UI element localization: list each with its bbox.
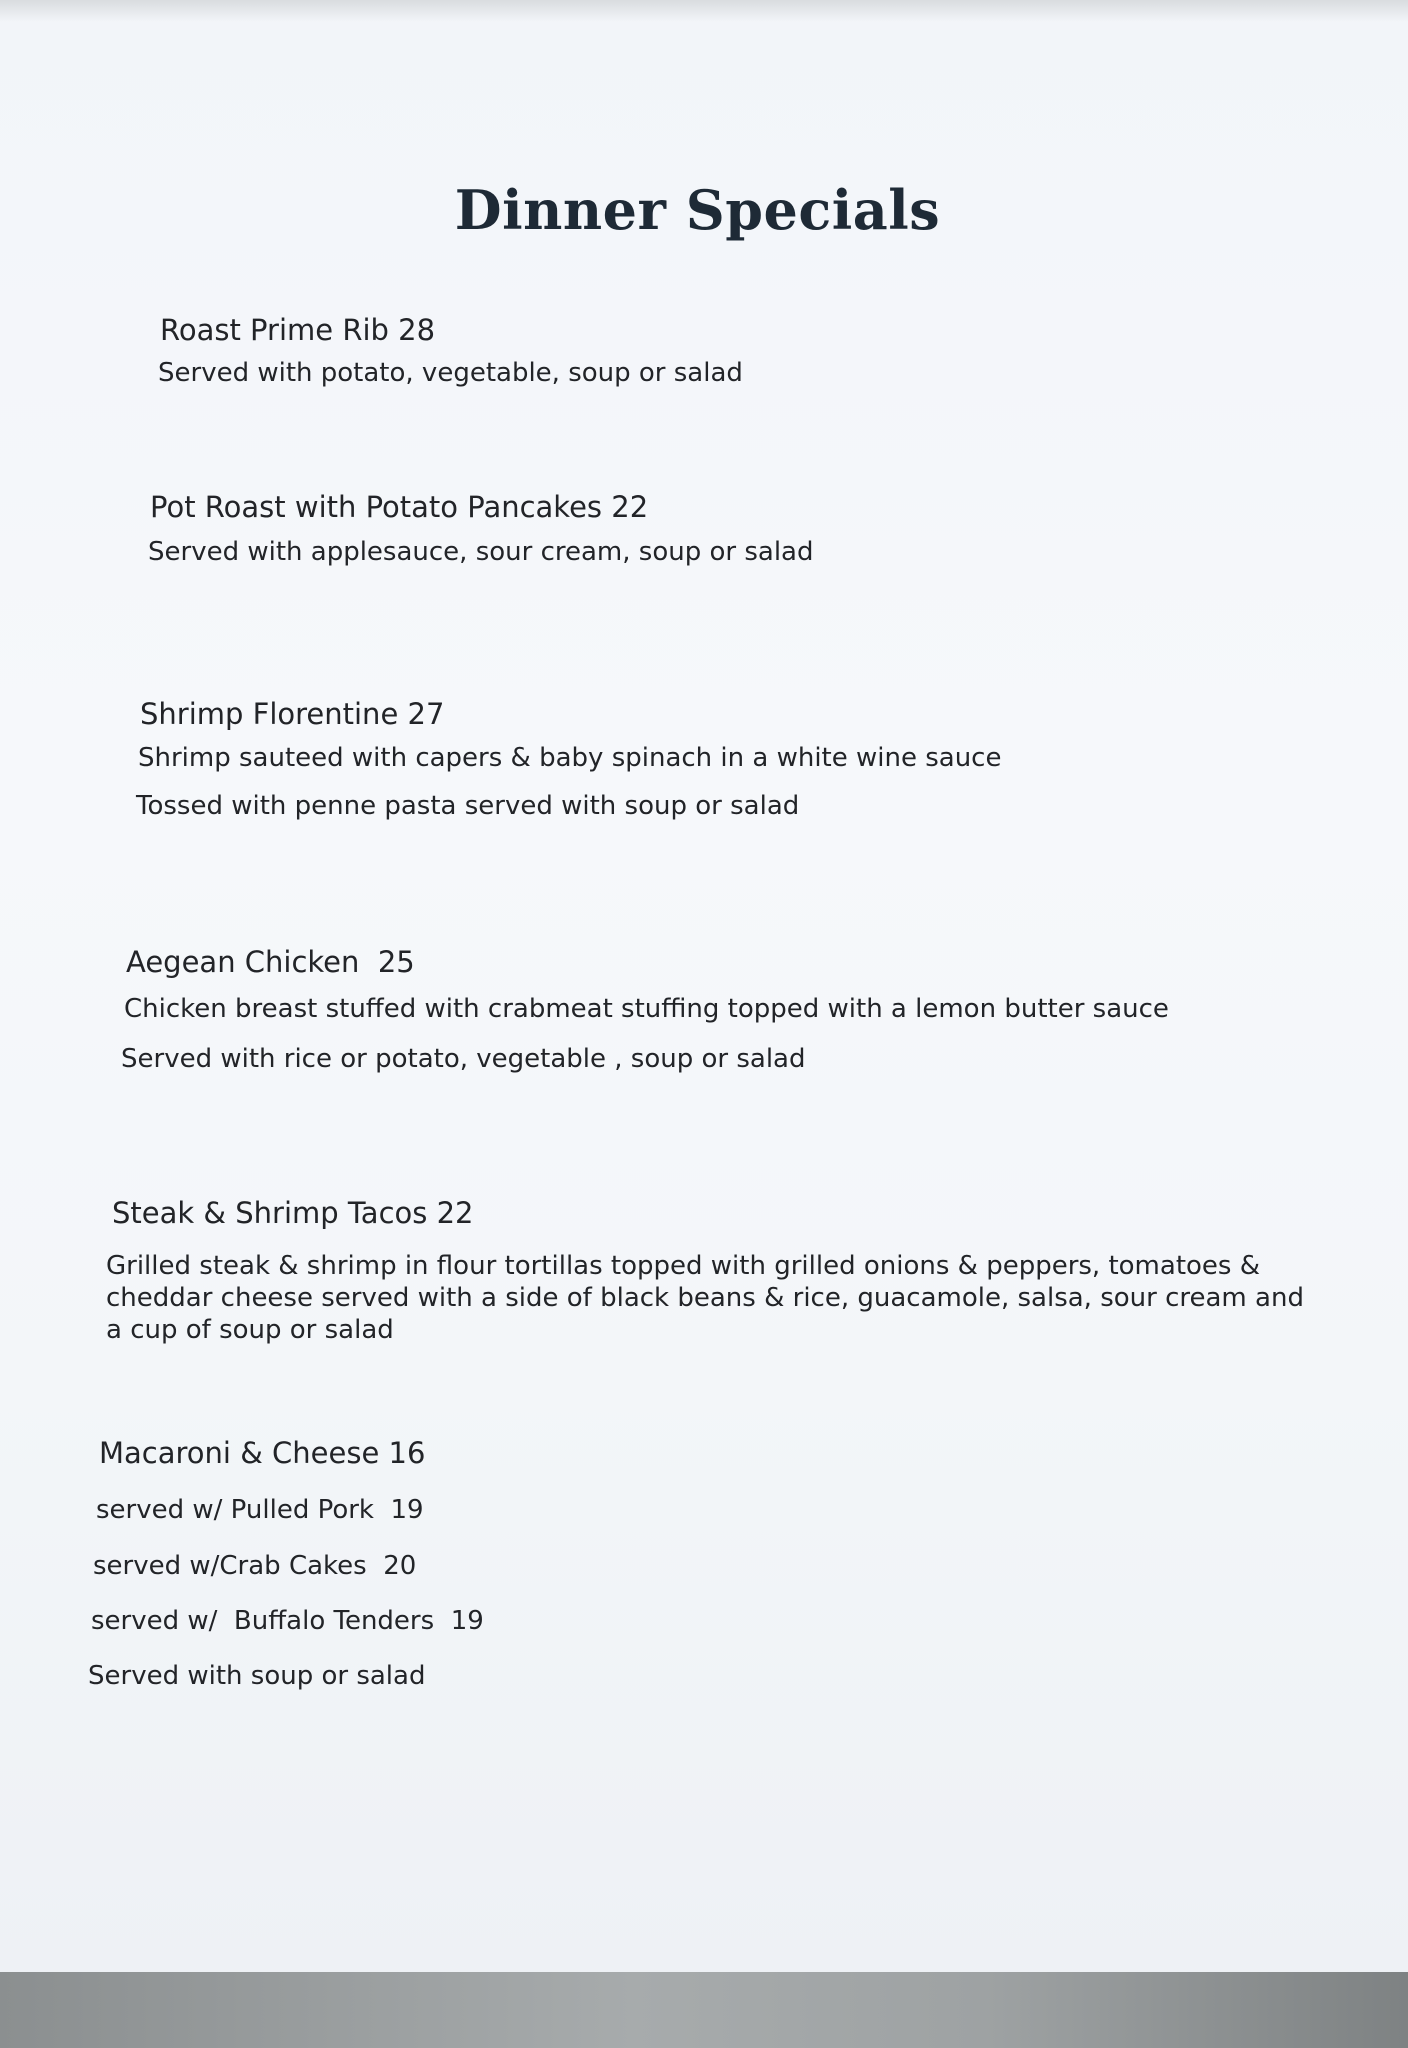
menu-title: Dinner Specials	[454, 178, 941, 242]
item-name-steak-shrimp-tacos: Steak & Shrimp Tacos 22	[112, 1196, 474, 1230]
item-desc-aegean-chicken-2: Served with rice or potato, vegetable , soup or salad	[121, 1044, 806, 1074]
item-desc-steak-shrimp-tacos: Grilled steak & shrimp in flour tortillas topped with grilled onions & peppers, tomatoes & cheddar cheese served with a side of black beans & rice, guacamole, salsa, sour cream and a cup of soup or salad	[106, 1251, 1304, 1345]
item-option-buffalo-tenders: served w/ Buffalo Tenders 19	[91, 1606, 484, 1636]
item-name-prime-rib: Roast Prime Rib 28	[160, 313, 436, 347]
item-name-mac-cheese: Macaroni & Cheese 16	[99, 1436, 426, 1470]
item-desc-pot-roast: Served with applesauce, sour cream, soup or salad	[148, 537, 814, 567]
item-desc-aegean-chicken-1: Chicken breast stuffed with crabmeat stuffing topped with a lemon butter sauce	[124, 994, 1169, 1024]
item-desc-shrimp-florentine-1: Shrimp sauteed with capers & baby spinach in a white wine sauce	[138, 743, 1002, 773]
paper-top-shadow	[0, 0, 1408, 22]
table-surface	[0, 1972, 1408, 2048]
item-name-aegean-chicken: Aegean Chicken 25	[126, 945, 415, 979]
item-option-pulled-pork: served w/ Pulled Pork 19	[96, 1495, 424, 1525]
item-name-shrimp-florentine: Shrimp Florentine 27	[140, 697, 445, 731]
item-desc-prime-rib: Served with potato, vegetable, soup or salad	[158, 358, 743, 388]
item-name-pot-roast: Pot Roast with Potato Pancakes 22	[150, 490, 649, 524]
item-desc-shrimp-florentine-2: Tossed with penne pasta served with soup or salad	[136, 791, 800, 821]
item-desc-mac-cheese-sides: Served with soup or salad	[88, 1661, 426, 1691]
item-option-crab-cakes: served w/Crab Cakes 20	[93, 1551, 417, 1581]
